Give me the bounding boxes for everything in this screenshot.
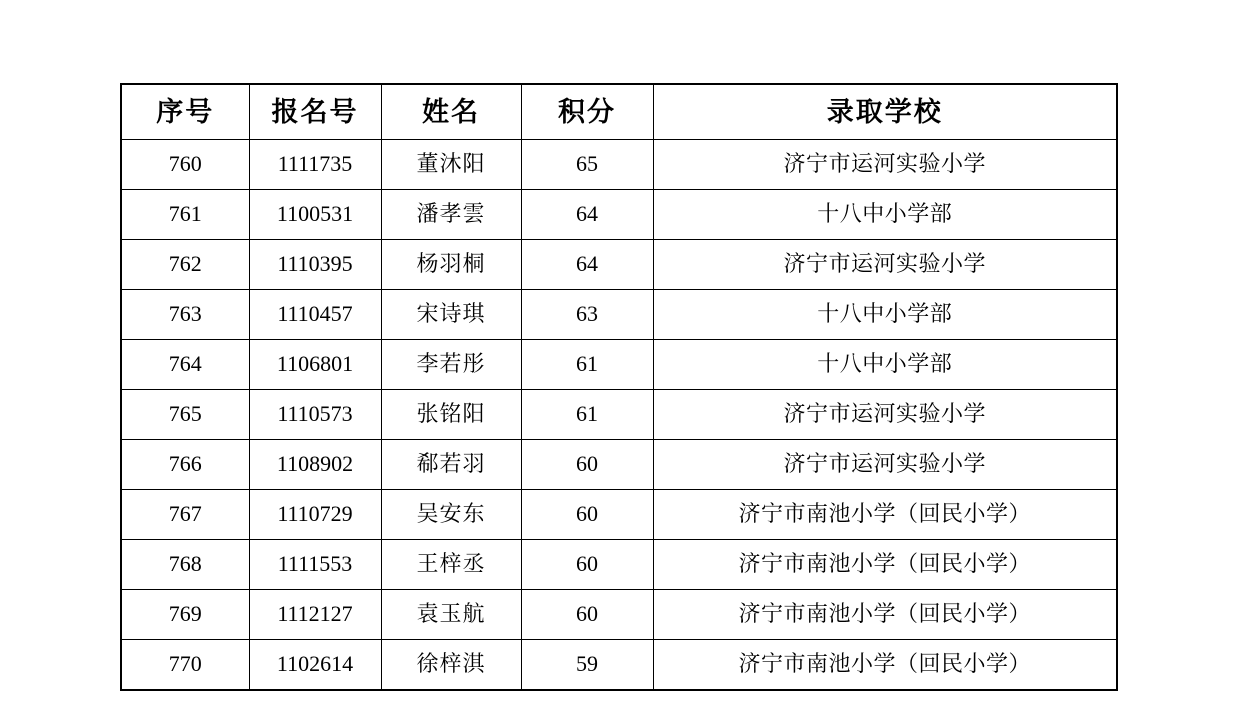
table-row: [121, 590, 1117, 640]
cell-name: 董沐阳: [381, 140, 521, 190]
cell-regno: 1112127: [249, 590, 381, 640]
cell-regno: 1108902: [249, 440, 381, 490]
cell-index: 768: [121, 540, 249, 590]
table-header-row: [121, 84, 1117, 140]
table-row: [121, 340, 1117, 390]
cell-school: 济宁市南池小学（回民小学）: [653, 640, 1117, 691]
cell-school: 济宁市运河实验小学: [653, 240, 1117, 290]
cell-score: 60: [521, 540, 653, 590]
cell-name: 杨羽桐: [381, 240, 521, 290]
cell-index: 766: [121, 440, 249, 490]
cell-regno: 1110395: [249, 240, 381, 290]
cell-regno: 1100531: [249, 190, 381, 240]
cell-score: 60: [521, 440, 653, 490]
cell-school: 济宁市运河实验小学: [653, 140, 1117, 190]
column-header-index: 序号: [121, 84, 249, 140]
cell-name: 李若彤: [381, 340, 521, 390]
cell-name: 吴安东: [381, 490, 521, 540]
cell-name: 宋诗琪: [381, 290, 521, 340]
table-row: [121, 240, 1117, 290]
cell-index: 763: [121, 290, 249, 340]
cell-index: 764: [121, 340, 249, 390]
cell-name: 袁玉航: [381, 590, 521, 640]
cell-score: 59: [521, 640, 653, 691]
cell-regno: 1110729: [249, 490, 381, 540]
cell-index: 760: [121, 140, 249, 190]
table-row: [121, 140, 1117, 190]
column-header-regno: 报名号: [249, 84, 381, 140]
cell-index: 761: [121, 190, 249, 240]
cell-name: 潘孝雲: [381, 190, 521, 240]
cell-score: 61: [521, 390, 653, 440]
cell-index: 765: [121, 390, 249, 440]
cell-regno: 1111553: [249, 540, 381, 590]
cell-name: 郗若羽: [381, 440, 521, 490]
table-row: [121, 490, 1117, 540]
table-row: [121, 640, 1117, 691]
cell-score: 60: [521, 590, 653, 640]
column-header-name: 姓名: [381, 84, 521, 140]
cell-name: 徐梓淇: [381, 640, 521, 691]
cell-name: 张铭阳: [381, 390, 521, 440]
cell-regno: 1110573: [249, 390, 381, 440]
table-row: [121, 290, 1117, 340]
cell-index: 769: [121, 590, 249, 640]
cell-index: 762: [121, 240, 249, 290]
cell-index: 770: [121, 640, 249, 691]
cell-index: 767: [121, 490, 249, 540]
cell-regno: 1111735: [249, 140, 381, 190]
column-header-school: 录取学校: [653, 84, 1117, 140]
column-header-score: 积分: [521, 84, 653, 140]
cell-regno: 1106801: [249, 340, 381, 390]
cell-regno: 1102614: [249, 640, 381, 691]
cell-score: 63: [521, 290, 653, 340]
table-header: [121, 84, 1117, 140]
table-row: [121, 540, 1117, 590]
cell-school: 济宁市南池小学（回民小学）: [653, 490, 1117, 540]
cell-school: 十八中小学部: [653, 190, 1117, 240]
table-row: [121, 190, 1117, 240]
cell-score: 64: [521, 240, 653, 290]
table-row: [121, 440, 1117, 490]
cell-school: 十八中小学部: [653, 290, 1117, 340]
cell-score: 61: [521, 340, 653, 390]
cell-score: 60: [521, 490, 653, 540]
table-row: [121, 390, 1117, 440]
cell-score: 64: [521, 190, 653, 240]
cell-school: 济宁市南池小学（回民小学）: [653, 540, 1117, 590]
cell-school: 十八中小学部: [653, 340, 1117, 390]
cell-name: 王梓丞: [381, 540, 521, 590]
admission-table: [120, 83, 1118, 691]
cell-school: 济宁市运河实验小学: [653, 440, 1117, 490]
cell-score: 65: [521, 140, 653, 190]
table-body: [121, 140, 1117, 691]
cell-school: 济宁市运河实验小学: [653, 390, 1117, 440]
cell-school: 济宁市南池小学（回民小学）: [653, 590, 1117, 640]
cell-regno: 1110457: [249, 290, 381, 340]
admission-table-container: [120, 83, 1116, 691]
